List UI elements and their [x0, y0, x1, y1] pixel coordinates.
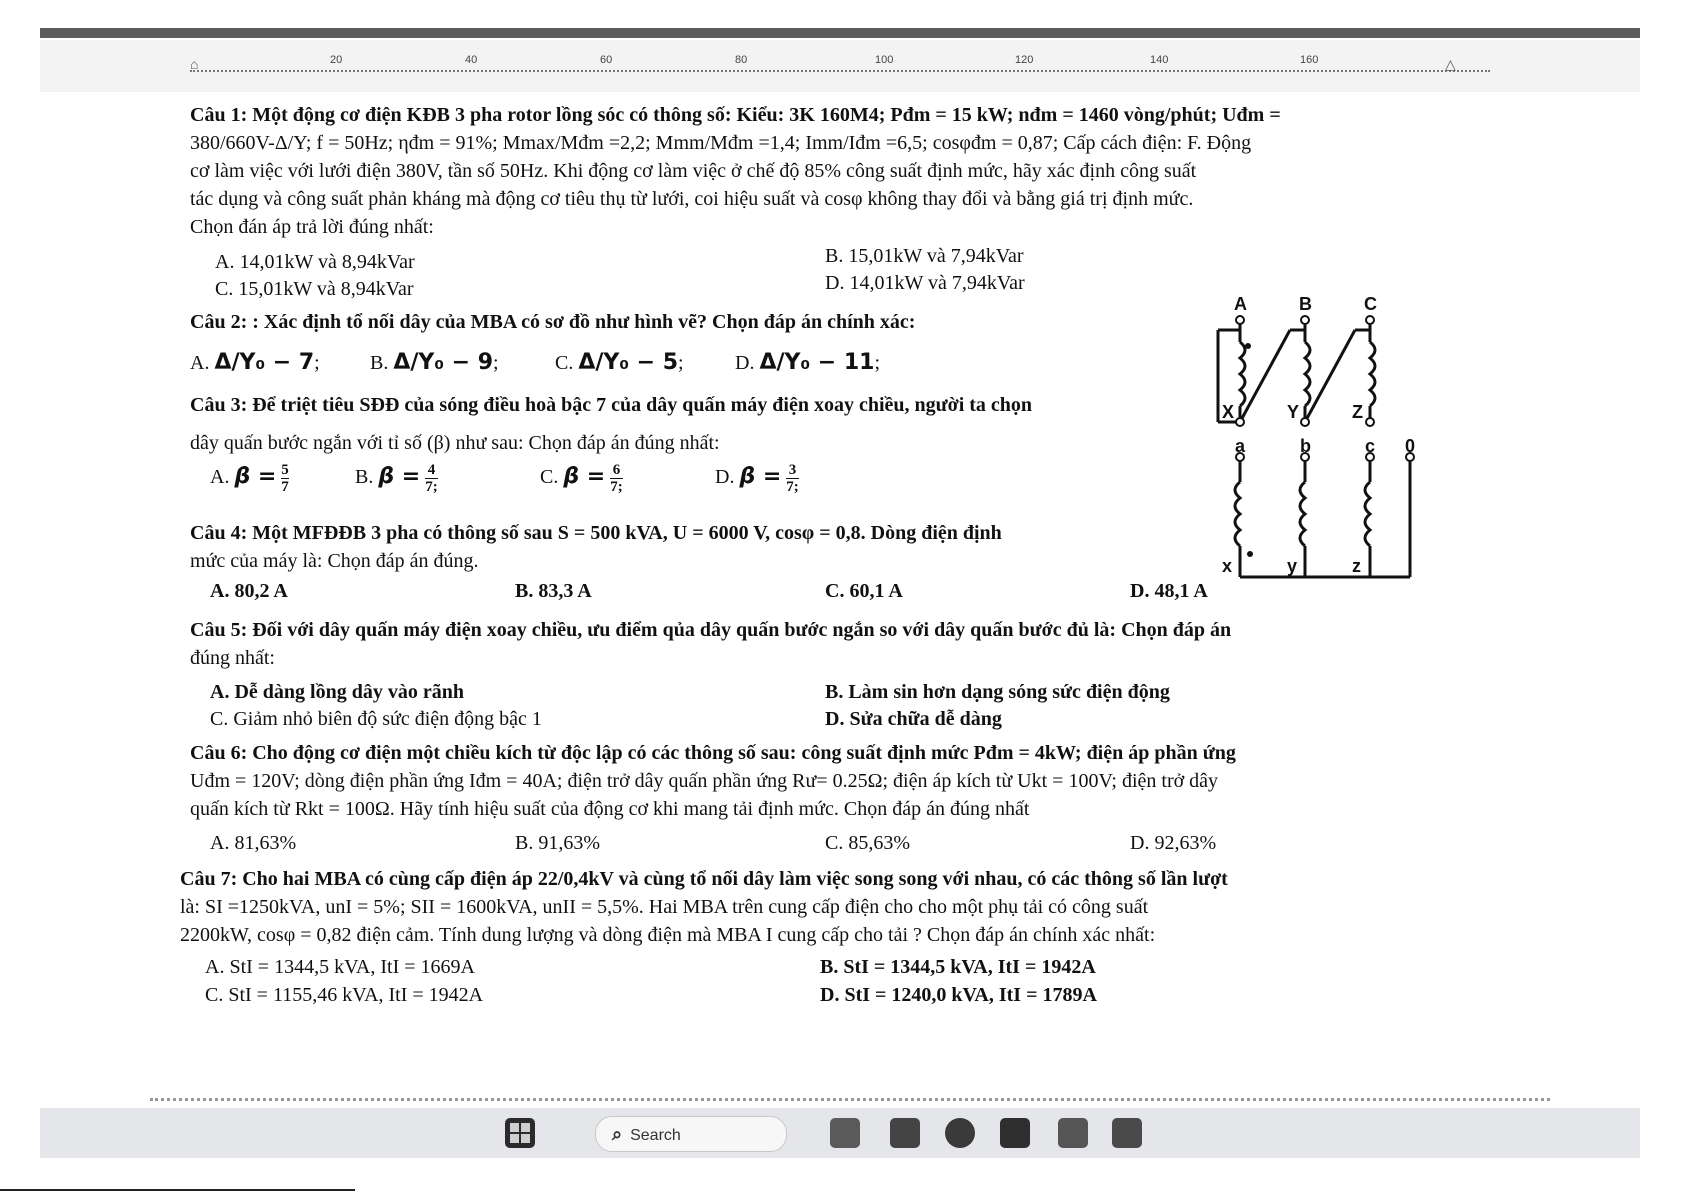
ruler-number: 120 — [1015, 54, 1034, 66]
diagram-label-z: z — [1352, 556, 1361, 576]
q2-option-d-formula: Δ/Y₀ − 11 — [759, 350, 875, 375]
word-icon[interactable] — [1000, 1118, 1030, 1148]
q3-option-c[interactable]: C. β = $\frac{6}{7;}$ — [540, 462, 623, 495]
q4-option-b[interactable]: B. 83,3 A — [515, 580, 592, 602]
q2-option-d[interactable]: D. Δ/Y₀ − 11; — [735, 350, 881, 375]
q1-line-5: Chọn đán áp trả lời đúng nhất: — [190, 216, 434, 238]
q1-option-a[interactable]: A. 14,01kW và 8,94kVar — [215, 251, 415, 273]
search-icon: ⌕ — [612, 1124, 623, 1144]
diagram-label-X: X — [1222, 402, 1235, 422]
document-page[interactable] — [40, 92, 1640, 1147]
ruler-number: 40 — [465, 54, 478, 66]
window-top-bar — [40, 28, 1640, 38]
q4-option-d[interactable]: D. 48,1 A — [1130, 580, 1208, 602]
q2-option-d-letter: D. — [735, 352, 755, 374]
ruler-number: 140 — [1150, 54, 1169, 66]
q1-line-2: 380/660V-Δ/Y; f = 50Hz; ηđm = 91%; Mmax/Mđm =2,2; Mmm/Mđm =1,4; Imm/Iđm =6,5; cosφđm = 0,87; Cấp cách điện: F. Động — [190, 132, 1252, 154]
diagram-label-a: a — [1235, 436, 1246, 456]
start-icon[interactable] — [505, 1118, 535, 1148]
q3-option-c-numerator: 6 — [610, 462, 623, 479]
diagram-label-Y: Y — [1287, 402, 1300, 422]
q1-option-b[interactable]: B. 15,01kW và 7,94kVar — [825, 245, 1024, 267]
q7-option-b[interactable]: B. StI = 1344,5 kVA, ItI = 1942A — [820, 956, 1096, 978]
taskbar — [40, 1108, 1640, 1158]
diagram-label-y: y — [1287, 556, 1298, 576]
q3-option-d-letter: D. — [715, 466, 735, 489]
q4-line-2: mức của máy là: Chọn đáp án đúng. — [190, 550, 479, 572]
q3-option-a-numerator: 5 — [281, 462, 289, 478]
q6-line-1: Câu 6: Cho động cơ điện một chiều kích từ độc lập có các thông số sau: công suất định mức Pđm = 4kW; điện áp phần ứng — [190, 742, 1236, 764]
q2-line: Câu 2: : Xác định tổ nối dây của MBA có sơ đồ như hình vẽ? Chọn đáp án chính xác: — [190, 311, 916, 333]
q3-option-b-letter: B. — [355, 466, 374, 489]
q1-option-c[interactable]: C. 15,01kW và 8,94kVar — [215, 278, 414, 300]
store-icon[interactable] — [1112, 1118, 1142, 1148]
q2-option-c-formula: Δ/Y₀ − 5 — [578, 350, 679, 375]
ruler-number: 20 — [330, 54, 343, 66]
ruler-number: 60 — [600, 54, 613, 66]
file-explorer-icon[interactable] — [890, 1118, 920, 1148]
q6-option-b[interactable]: B. 91,63% — [515, 832, 600, 854]
widgets-icon[interactable] — [830, 1118, 860, 1148]
q2-option-c-letter: C. — [555, 352, 574, 374]
q3-option-b[interactable]: B. β = $\frac{4}{7;}$ — [355, 462, 438, 495]
q2-option-b-letter: B. — [370, 352, 389, 374]
q6-line-3: quấn kích từ Rkt = 100Ω. Hãy tính hiệu suất của động cơ khi mang tải định mức. Chọn đáp án đúng nhất — [190, 798, 1030, 820]
diagram-label-A: A — [1234, 294, 1247, 314]
q2-option-a[interactable]: A. Δ/Y₀ − 7; — [190, 350, 320, 375]
q1-option-d[interactable]: D. 14,01kW và 7,94kVar — [825, 272, 1025, 294]
q5-option-b[interactable]: B. Làm sin hơn dạng sóng sức điện động — [825, 681, 1170, 703]
ruler-right-indent-marker[interactable]: △ — [1445, 56, 1456, 72]
q5-option-d[interactable]: D. Sửa chữa dễ dàng — [825, 708, 1002, 730]
q2-option-a-letter: A. — [190, 352, 210, 374]
q6-option-d[interactable]: D. 92,63% — [1130, 832, 1217, 854]
q5-line-2: đúng nhất: — [190, 647, 275, 669]
q4-line-1: Câu 4: Một MFĐĐB 3 pha có thông số sau S = 500 kVA, U = 6000 V, cosφ = 0,8. Dòng điện định — [190, 522, 1002, 544]
q5-line-1: Câu 5: Đối với dây quấn máy điện xoay chiều, ưu điểm qủa dây quấn bước ngắn so với dây quấn bước đủ là: Chọn đáp án — [190, 619, 1232, 641]
q6-option-a[interactable]: A. 81,63% — [210, 832, 297, 854]
q3-option-c-denominator: 7; — [610, 479, 623, 495]
q5-option-c[interactable]: C. Giảm nhỏ biên độ sức điện động bậc 1 — [210, 708, 542, 730]
q7-option-a[interactable]: A. StI = 1344,5 kVA, ItI = 1669A — [205, 956, 475, 978]
q2-option-b-formula: Δ/Y₀ − 9 — [393, 350, 494, 375]
q3-option-a-letter: A. — [210, 466, 230, 489]
diagram-label-c: c — [1365, 436, 1376, 456]
q7-line-2: là: SI =1250kVA, unI = 5%; SII = 1600kVA, unII = 5,5%. Hai MBA trên cung cấp điện cho cho một phụ tải có công suất — [180, 896, 1149, 918]
q3-option-b-numerator: 4 — [425, 462, 438, 479]
q3-line-2: dây quấn bước ngắn với tỉ số (β) như sau: Chọn đáp án đúng nhất: — [190, 432, 720, 454]
diagram-label-Z: Z — [1352, 402, 1363, 422]
q5-option-a[interactable]: A. Dễ dàng lồng dây vào rãnh — [210, 681, 464, 703]
diagram-label-x: x — [1222, 556, 1233, 576]
horizontal-ruler[interactable] — [40, 40, 1640, 93]
ruler-ticks — [190, 70, 1490, 72]
q4-option-c[interactable]: C. 60,1 A — [825, 580, 903, 602]
q7-line-1: Câu 7: Cho hai MBA có cùng cấp điện áp 22/0,4kV và cùng tổ nối dây làm việc song song với nhau, có các thông số lần lượt — [180, 868, 1228, 890]
ruler-number: 160 — [1300, 54, 1319, 66]
q1-line-3: cơ làm việc với lưới điện 380V, tần số 50Hz. Khi động cơ làm việc ở chế độ 85% công suất định mức, hãy xác định công suất — [190, 160, 1197, 182]
q7-option-c[interactable]: C. StI = 1155,46 kVA, ItI = 1942A — [205, 984, 484, 1006]
q3-line-1: Câu 3: Để triệt tiêu SĐĐ của sóng điều hoà bậc 7 của dây quấn máy điện xoay chiều, người ta chọn — [190, 394, 1033, 416]
q3-option-d-numerator: 3 — [786, 462, 799, 479]
q7-line-3: 2200kW, cosφ = 0,82 điện cảm. Tính dung lượng và dòng điện mà MBA I cung cấp cho tải ? Chọn đáp án chính xác nhất: — [180, 924, 1156, 946]
q3-option-b-denominator: 7; — [425, 479, 438, 495]
q1-line-4: tác dụng và công suất phản kháng mà động cơ tiêu thụ từ lưới, coi hiệu suất và cosφ không thay đổi và bằng giá trị định mức. — [190, 188, 1194, 210]
search-placeholder: Search — [630, 1127, 681, 1144]
transformer-wiring-diagram — [1210, 292, 1440, 592]
ruler-number: 80 — [735, 54, 748, 66]
q1-line-1: Câu 1: Một động cơ điện KĐB 3 pha rotor lồng sóc có thông số: Kiểu: 3K 160M4; Pđm = 15 kW; nđm = 1460 vòng/phút; Uđm = — [190, 104, 1281, 126]
q6-line-2: Uđm = 120V; dòng điện phần ứng Iđm = 40A; điện trở dây quấn phần ứng Rư= 0.25Ω; điện áp kích từ Ukt = 100V; điện trở dây — [190, 770, 1219, 792]
q6-option-c[interactable]: C. 85,63% — [825, 832, 910, 854]
diagram-label-C: C — [1364, 294, 1377, 314]
q7-option-d[interactable]: D. StI = 1240,0 kVA, ItI = 1789A — [820, 984, 1097, 1006]
diagram-label-B: B — [1299, 294, 1312, 314]
q3-option-c-letter: C. — [540, 466, 559, 489]
q3-option-d[interactable]: D. β = $\frac{3}{7;}$ — [715, 462, 799, 495]
q2-option-a-formula: Δ/Y₀ − 7 — [214, 350, 315, 375]
taskbar-search-box[interactable] — [595, 1116, 787, 1152]
ruler-indent-marker[interactable]: ⌂ — [190, 56, 199, 72]
q2-option-b[interactable]: B. Δ/Y₀ − 9; — [370, 350, 499, 375]
folder-icon[interactable] — [1058, 1118, 1088, 1148]
q3-option-d-denominator: 7; — [786, 479, 799, 495]
ruler-number: 100 — [875, 54, 894, 66]
chrome-icon[interactable] — [945, 1118, 975, 1148]
q3-option-a[interactable]: A. β = $\frac{5}{7}$ — [210, 462, 289, 495]
q3-option-a-denominator: 7 — [281, 479, 289, 495]
q2-option-c[interactable]: C. Δ/Y₀ − 5; — [555, 350, 684, 375]
q4-option-a[interactable]: A. 80,2 A — [210, 580, 288, 602]
diagram-label-0: 0 — [1405, 436, 1416, 456]
diagram-label-b: b — [1300, 436, 1311, 456]
